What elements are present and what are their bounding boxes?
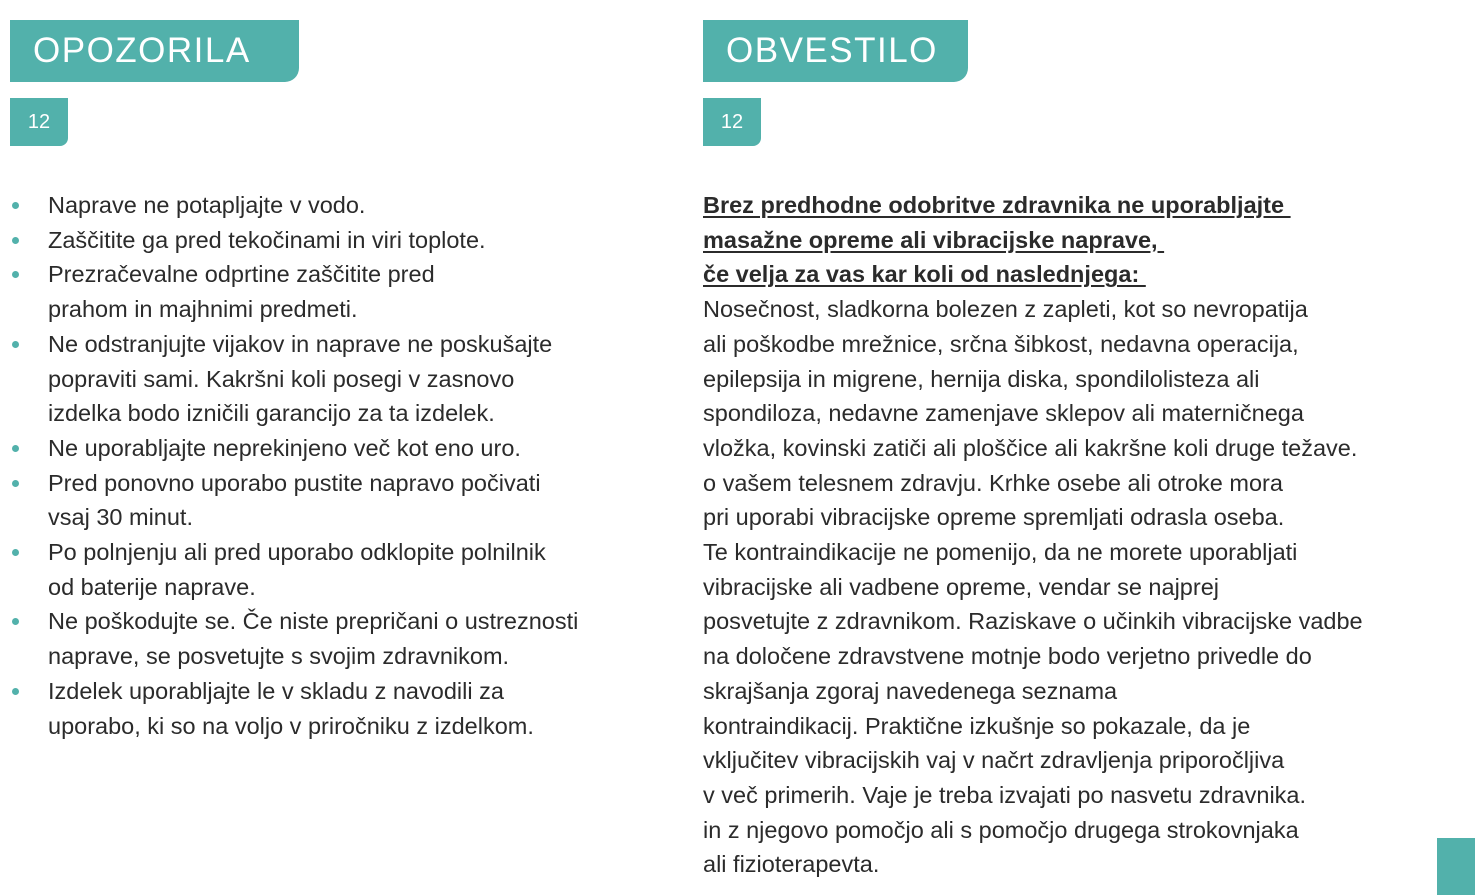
- warning-text-line: naprave, se posvetujte s svojim zdravnikom.: [48, 643, 510, 670]
- notice-body-line: na določene zdravstvene motnje bodo verjetno privedle do: [703, 643, 1312, 670]
- warning-text-line: Pred ponovno uporabo pustite napravo počivati: [48, 469, 541, 496]
- warning-text-line: Izdelek uporabljajte le v skladu z navodili za: [48, 677, 504, 704]
- notice-body-line: posvetujte z zdravnikom. Raziskave o učinkih vibracijske vadbe: [703, 608, 1363, 635]
- bullet-icon: [12, 341, 19, 348]
- warning-item: [10, 188, 680, 223]
- warning-item: [10, 604, 680, 673]
- notice-heading-line: Brez predhodne odobritve zdravnika ne uporabljajte: [703, 192, 1291, 218]
- bullet-icon: [12, 480, 19, 487]
- bullet-icon: [12, 618, 19, 625]
- warning-text-line: prahom in majhnimi predmeti.: [48, 296, 358, 323]
- warning-item: [10, 466, 680, 535]
- notice-body-line: vibracijske ali vadbene opreme, vendar se najprej: [703, 573, 1219, 600]
- bullet-icon: [12, 688, 19, 695]
- notice-body-line: o vašem telesnem zdravju. Krhke osebe ali otroke mora: [703, 469, 1283, 496]
- warning-item: [10, 257, 680, 326]
- notice-heading-line: masažne opreme ali vibracijske naprave,: [703, 226, 1165, 253]
- warning-text-line: izdelka bodo izničili garancijo za ta izdelek.: [48, 400, 495, 427]
- notice-title: OBVESTILO: [703, 20, 968, 82]
- notice-body-line: pri uporabi vibracijske opreme spremljati odrasla oseba.: [703, 504, 1285, 531]
- page-number-right: 12: [703, 98, 761, 146]
- warning-text-line: Zaščitite ga pred tekočinami in viri toplote.: [48, 226, 486, 253]
- bullet-icon: [12, 445, 19, 452]
- notice-body-line: ali fizioterapevta.: [703, 851, 880, 878]
- corner-tab: [1437, 838, 1475, 895]
- notice-body: [703, 292, 1468, 882]
- notice-body-line: ali poškodbe mrežnice, srčna šibkost, nedavna operacija,: [703, 330, 1299, 357]
- notice-heading-line: če velja za vas kar koli od naslednjega:: [703, 261, 1146, 288]
- notice-body-line: kontraindikacij. Praktične izkušnje so pokazale, da je: [703, 712, 1251, 739]
- bullet-icon: [12, 549, 19, 556]
- warning-text-line: Ne uporabljajte neprekinjeno več kot eno uro.: [48, 434, 521, 461]
- warning-item: [10, 223, 680, 258]
- warning-text-line: od baterije naprave.: [48, 573, 256, 600]
- warning-text-line: Naprave ne potapljajte v vodo.: [48, 192, 366, 218]
- notice-body-line: spondiloza, nedavne zamenjave sklepov ali materničnega: [703, 400, 1304, 427]
- warning-text-line: popraviti sami. Kakršni koli posegi v zasnovo: [48, 365, 515, 392]
- notice-body-line: epilepsija in migrene, hernija diska, spondilolisteza ali: [703, 365, 1260, 392]
- notice-heading: [703, 188, 1468, 292]
- warnings-title: OPOZORILA: [10, 20, 299, 82]
- notice-body-line: in z njegovo pomočjo ali s pomočjo drugega strokovnjaka: [703, 816, 1299, 843]
- notice-section: [703, 188, 1468, 882]
- bullet-icon: [12, 237, 19, 244]
- warning-item: [10, 535, 680, 604]
- notice-body-line: Nosečnost, sladkorna bolezen z zapleti, kot so nevropatija: [703, 296, 1308, 323]
- warnings-list: [10, 188, 680, 743]
- warning-text-line: Po polnjenju ali pred uporabo odklopite polnilnik: [48, 539, 546, 566]
- notice-body-line: vložka, kovinski zatiči ali ploščice ali kakršne koli druge težave.: [703, 434, 1358, 461]
- warning-item: [10, 674, 680, 743]
- notice-body-line: v več primerih. Vaje je treba izvajati po nasvetu zdravnika.: [703, 781, 1307, 808]
- notice-body-line: Te kontraindikacije ne pomenijo, da ne morete uporabljati: [703, 539, 1298, 566]
- warning-item: [10, 431, 680, 466]
- warning-text-line: Ne poškodujte se. Če niste prepričani o ustreznosti: [48, 608, 579, 635]
- warning-text-line: vsaj 30 minut.: [48, 504, 193, 531]
- notice-body-line: skrajšanja zgoraj navedenega seznama: [703, 677, 1118, 704]
- warning-text-line: Ne odstranjujte vijakov in naprave ne poskušajte: [48, 330, 553, 357]
- page-number-left: 12: [10, 98, 68, 146]
- warning-text-line: Prezračevalne odprtine zaščitite pred: [48, 261, 435, 288]
- bullet-icon: [12, 271, 19, 278]
- notice-body-line: vključitev vibracijskih vaj v načrt zdravljenja priporočljiva: [703, 747, 1285, 774]
- warnings-section: [10, 188, 680, 743]
- warning-item: [10, 327, 680, 431]
- bullet-icon: [12, 202, 19, 209]
- warning-text-line: uporabo, ki so na voljo v priročniku z izdelkom.: [48, 712, 534, 739]
